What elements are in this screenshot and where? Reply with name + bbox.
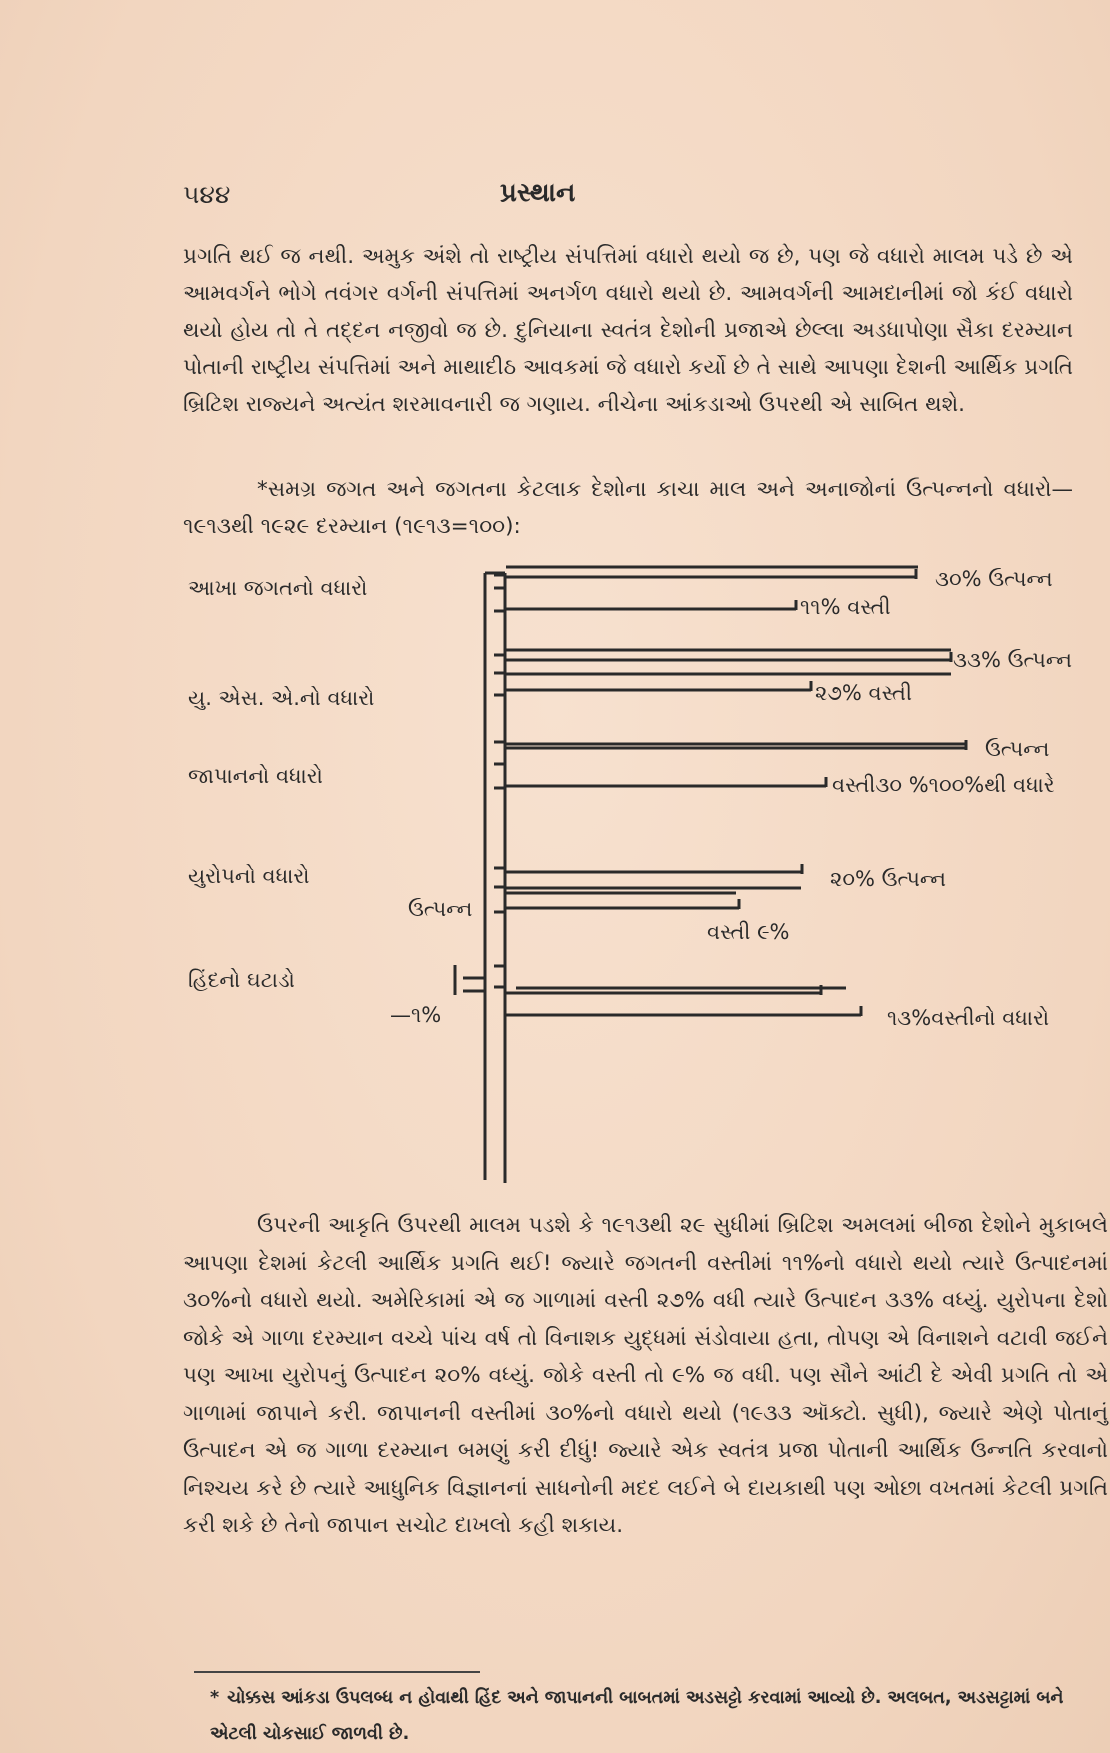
label-world-production: ૩૦% ઉત્પન્ન <box>935 567 1053 591</box>
label-india-population: ૧૩%વસ્તીનો વધારો <box>887 1006 1050 1030</box>
category-label-usa: યુ. એસ. એ.નો વધારો <box>188 686 375 710</box>
footnote <box>210 1680 1110 1752</box>
label-japan-population: વસ્તી૩૦ %૧૦૦%થી વધારે <box>832 773 1055 797</box>
label-europe-production: ૨૦% ઉત્પન્ન <box>830 867 947 891</box>
label-usa-population: ૨૭% વસ્તી <box>815 681 912 705</box>
paragraph-intro: પ્રગતિ થઈ જ નથી. અમુક અંશે તો રાષ્ટ્રીય સંપત્તિમાં વધારો થયો જ છે, પણ જે વધારો માલમ પડે છે એ આમવર્ગને ભોગે તવંગર વર્ગની સંપત્તિમાં અનર્ગળ વધારો થયો છે. આમવર્ગની આમદાનીમાં જો કંઈ વધારો થયો હોય તો તે તદ્દન નજીવો જ છે. દુનિયાના સ્વતંત્ર દેશોની પ્રજાએ છેલ્લા અડધાપોણા સૈકા દરમ્યાન પોતાની રાષ્ટ્રીય સંપત્તિમાં અને માથાદીઠ આવકમાં જે વધારો કર્યો છે તે સાથે આપણા દેશની આર્થિક પ્રગતિ બ્રિટિશ રાજ્યને અત્યંત શરમાવનારી જ ગણાય. નીચેના આંકડાઓ ઉપરથી એ સાબિત થશે. <box>183 244 1073 417</box>
label-india-production: —૧% <box>390 1003 442 1027</box>
footnote-text: ચોક્કસ આંકડા ઉપલબ્ધ ન હોવાથી હિંદ અને જાપાનની બાબતમાં અડસટ્ટો કરવામાં આવ્યો છે. અલબત, અડસટ્ટામાં બને એટલી ચોકસાઈ જાળવી છે. <box>210 1688 1064 1744</box>
category-label-india: હિંદનો ઘટાડો <box>188 968 295 992</box>
label-usa-production: ૩૩% ઉત્પન્ન <box>953 648 1073 672</box>
footnote-marker: * <box>210 1688 220 1708</box>
footnote-rule <box>194 1671 480 1673</box>
label-europe-population: વસ્તી ૯% <box>707 920 790 944</box>
running-title: પ્રસ્થાન <box>500 178 576 208</box>
label-japan-production: ઉત્પન્ન <box>985 737 1050 761</box>
category-label-japan: જાપાનનો વધારો <box>188 764 323 788</box>
label-europe-side: ઉત્પન્ન <box>408 897 473 921</box>
label-world-population: ૧૧% વસ્તી <box>800 595 891 619</box>
chart-caption: *સમગ્ર જગત અને જગતના કેટલાક દેશોના કાચા માલ અને અનાજોનાં ઉત્પન્નનો વધારો—૧૯૧૩થી ૧૯૨૯ દરમ્યાન (૧૯૧૩=૧૦૦): <box>183 477 1073 539</box>
paragraph-analysis: ઉપરની આકૃતિ ઉપરથી માલમ પડશે કે ૧૯૧૩થી ૨૯ સુધીમાં બ્રિટિશ અમલમાં બીજા દેશોને મુકાબલે આપણા દેશમાં કેટલી આર્થિક પ્રગતિ થઈ! જ્યારે જગતની વસ્તીમાં ૧૧%નો વધારો થયો ત્યારે ઉત્પાદનમાં ૩૦%નો વધારો થયો. અમેરિકામાં એ જ ગાળામાં વસ્તી ૨૭% વધી ત્યારે ઉત્પાદન ૩૩% વધ્યું. યુરોપના દેશો જોકે એ ગાળા દરમ્યાન વચ્ચે પાંચ વર્ષ તો વિનાશક યુદ્ધમાં સંડોવાયા હતા, તોપણ એ વિનાશને વટાવી જઈને પણ આખા યુરોપનું ઉત્પાદન ૨૦% વધ્યું. જોકે વસ્તી તો ૯% જ વધી. પણ સૌને આંટી દે એવી પ્રગતિ તો એ ગાળામાં જાપાને કરી. જાપાનની વસ્તીમાં ૩૦%નો વધારો થયો (૧૯૩૩ ઑક્ટો. સુધી), જ્યારે એણે પોતાનું ઉત્પાદન એ જ ગાળા દરમ્યાન બમણું કરી દીધું! જ્યારે એક સ્વતંત્ર પ્રજા પોતાની આર્થિક ઉન્નતિ કરવાનો નિશ્ચય કરે છે ત્યારે આધુનિક વિજ્ઞાનનાં સાધનોની મદદ લઈને બે દાયકાથી પણ ઓછા વખતમાં કેટલી પ્રગતિ કરી શકે છે તેનો જાપાન સચોટ દાખલો કહી શકાય. <box>183 1213 1108 1538</box>
category-label-europe: યુરોપનો વધારો <box>188 864 310 888</box>
page-number: ૫૪૪ <box>183 180 231 209</box>
category-label-world: આખા જગતનો વધારો <box>188 576 368 600</box>
